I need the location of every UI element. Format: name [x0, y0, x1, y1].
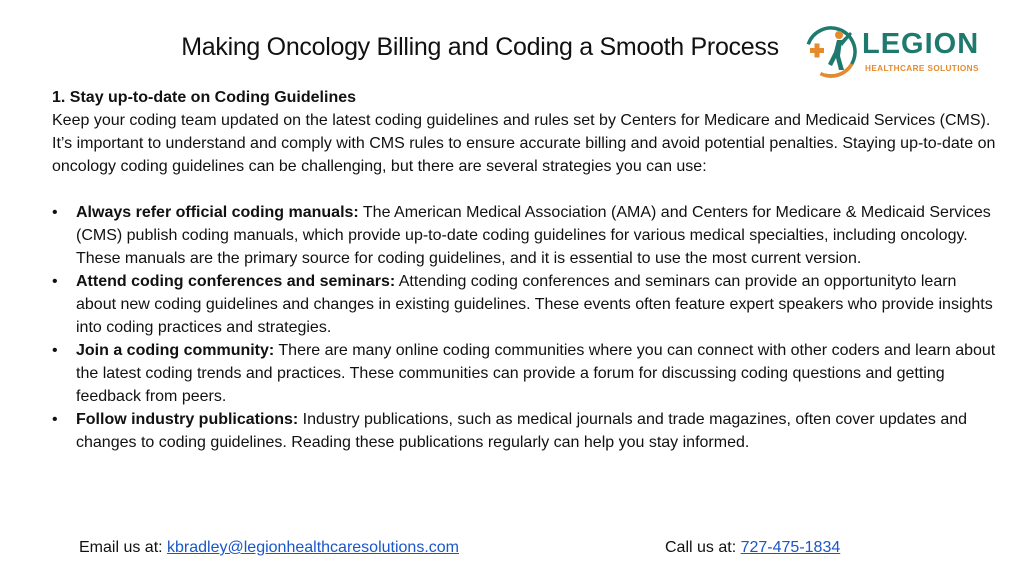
- bullet-icon: •: [52, 342, 58, 359]
- list-item: [52, 201, 997, 270]
- list-item: [52, 408, 997, 454]
- footer-phone: [665, 539, 840, 557]
- section-intro: Keep your coding team updated on the latest coding guidelines and rules set by Centers for Medicare and Medicaid Services (CMS). It’s important to understand and comply with CMS rules to ensure accurate billing and avoid potential penalties. Staying up-to-date on oncology coding guidelines can be challenging, but there are several strategies you can use:: [52, 112, 996, 175]
- list-item-lead: Follow industry publications:: [76, 411, 299, 428]
- list-item-text: Attending coding conferences and seminars can provide an opportunityto learn about new coding guidelines and changes in existing guidelines. These events often feature expert speakers who provide insights into coding practices and strategies.: [76, 273, 993, 336]
- bullet-icon: •: [52, 411, 58, 428]
- list-item: [52, 339, 997, 408]
- bullet-icon: •: [52, 273, 58, 290]
- company-logo: [804, 20, 984, 84]
- list-item-text: Industry publications, such as medical journals and trade magazines, often cover updates and changes to coding guidelines. Reading these publications regularly can help you stay informed.: [76, 411, 968, 451]
- spacer: [52, 178, 997, 201]
- email-label: Email us at:: [79, 539, 168, 556]
- list-item-lead: Attend coding conferences and seminars:: [76, 273, 396, 290]
- list-item-lead: Join a coding community:: [76, 342, 275, 359]
- strategy-list: [52, 201, 997, 454]
- section-heading: 1. Stay up-to-date on Coding Guidelines: [52, 89, 357, 106]
- logo-wordmark: LEGION: [862, 28, 980, 60]
- phone-link[interactable]: 727-475-1834: [740, 539, 841, 556]
- page-title: Making Oncology Billing and Coding a Smooth Process: [181, 33, 779, 61]
- logo-tagline: HEALTHCARE SOLUTIONS: [865, 64, 979, 73]
- list-item-text: The American Medical Association (AMA) and Centers for Medicare & Medicaid Services (CMS) publish coding manuals, which provide up-to-date coding guidelines for various medical specialties, including oncology. These manuals are the primary source for coding guidelines, and it is essential to use the most current version.: [76, 204, 991, 267]
- list-item: [52, 270, 997, 339]
- email-link[interactable]: kbradley@legionhealthcaresolutions.com: [167, 539, 459, 556]
- list-item-text: There are many online coding communities where you can connect with other coders and learn about the latest coding trends and practices. These communities can provide a forum for discussing coding questions and getting feedback from peers.: [76, 342, 996, 405]
- main-content: [52, 86, 997, 454]
- logo-emblem-icon: [804, 22, 858, 82]
- phone-label: Call us at:: [665, 539, 741, 556]
- list-item-lead: Always refer official coding manuals:: [76, 204, 359, 221]
- footer-email: [79, 539, 459, 557]
- bullet-icon: •: [52, 204, 58, 221]
